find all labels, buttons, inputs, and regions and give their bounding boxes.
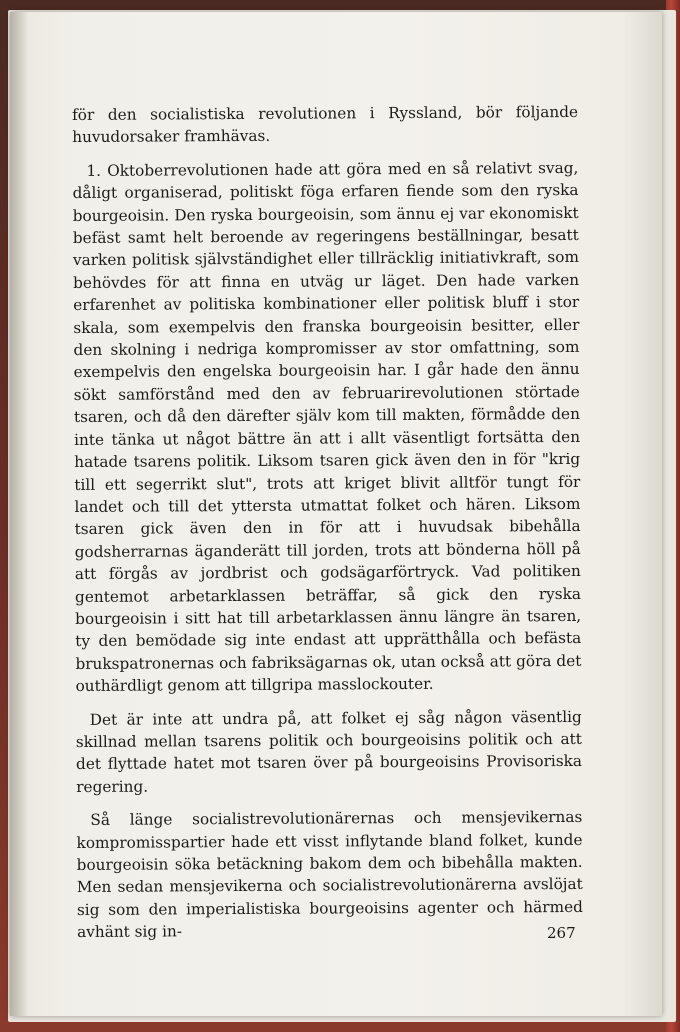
gutter-shadow [10,12,28,1016]
paragraph-4: Så länge socialistrevolutionärernas och mensjevikernas kompromisspartier hade ett visst inflytande bland folket, kunde bourgeoisin söka betäckning bakom dem och bibehålla makten. Men sedan mensjevikerna och socialistrevolutionärerna avslöjat sig som den imperialistiska bourgeoisins agenter och härmed avhänt sig in- [76,808,583,942]
book-page [10,12,662,1016]
paragraph-1: för den socialistiska revolutionen i Ryssland, bör följande huvudorsaker framhävas. [72,102,579,147]
paragraph-2: 1. Oktoberrevolutionen hade att göra med en så relativt svag, dåligt organiserad, politiskt föga erfaren fiende som den ryska bourgeoisin. Den ryska bourgeoisin, som ännu ej var ekonomiskt befäst samt helt beroende av regeringens beställningar, besatt varken politisk självständighet eller tillräcklig initiativkraft, som behövdes för att finna en utväg ur läget. Den hade varken erfarenhet av politiska kombinationer eller politisk bluff i stor skala, som exempelvis den franska bourgeoisin besitter, eller den skolning i nedriga kompromisser av stor omfattning, som exempelvis den engelska bourgeoisin har. I går hade den ännu sökt samförstånd med den av februarirevolutionen störtade tsaren, och då den därefter själv kom till makten, förmådde den inte tänka ut något bättre än att i allt väsentligt fortsätta den hatade tsarens politik. Liksom tsaren gick även den in för "krig till ett segerrikt slut", trots att kriget blivit alltför tungt för landet och till det yttersta utmattat folket och hären. Liksom tsaren gick även den in för att i huvudsak bibehålla godsherrarnas äganderätt till jorden, trots att bönderna höll på att förgås av jordbrist och godsägarförtryck. Vad politiken gentemot arbetarklassen beträffar, så gick den ryska bourgeoisin i sitt hat till arbetarklassen ännu längre än tsaren, ty den bemödade sig inte endast att upprätthålla och befästa brukspatronernas och fabriksägarnas ok, utan också att göra det outhärdligt genom att tillgripa masslockouter. [72,158,582,696]
body-text [72,101,583,955]
paragraph-3: Det är inte att undra på, att folket ej såg någon väsentlig skillnad mellan tsarens politik och bourgeoisins politik och att det flyttade hatet mot tsaren över på bourgeoisins Provisoriska regering. [75,707,583,796]
page-number: 267 [547,924,576,942]
